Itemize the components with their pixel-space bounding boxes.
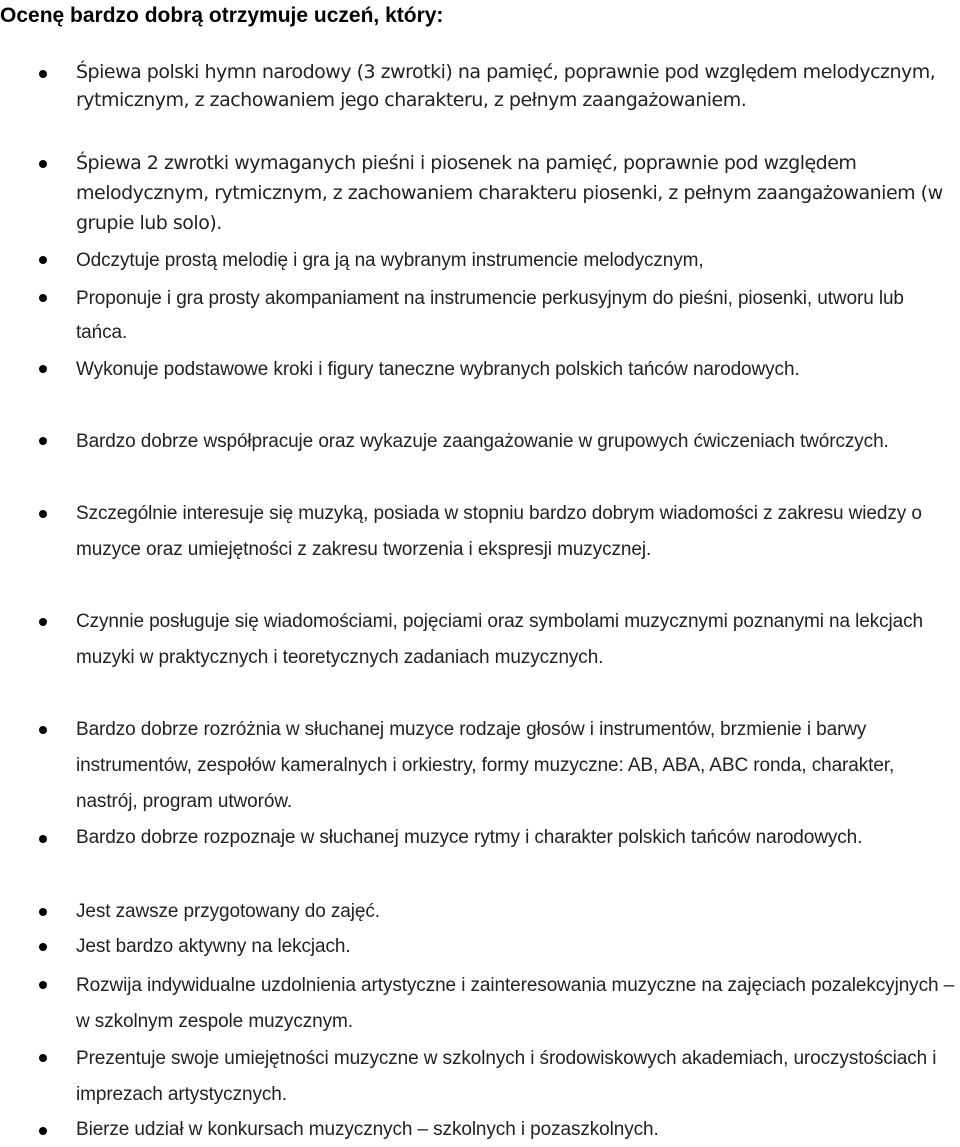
bullet-icon <box>39 908 47 916</box>
bullet-icon <box>39 510 47 518</box>
bullet-icon <box>39 835 47 843</box>
list-item-text: Bardzo dobrze współpracuje oraz wykazuje zaangażowanie w grupowych ćwiczeniach twórczych. <box>76 431 889 452</box>
bullet-icon <box>39 1127 47 1135</box>
list-item-text: Bardzo dobrze rozpoznaje w słuchanej muzyce rytmy i charakter polskich tańców narodowych. <box>76 827 863 848</box>
list-item-text: Szczególnie interesuje się muzyką, posiada w stopniu bardzo dobrym wiadomości z zakresu wiedzy o muzyce oraz umiejętności z zakresu tworzenia i ekspresji muzycznej. <box>76 503 922 560</box>
bullet-icon <box>39 437 47 445</box>
list-item-text: Rozwija indywidualne uzdolnienia artystyczne i zainteresowania muzyczne na zajęciach pozalekcyjnych – w szkolnym zespole muzycznym. <box>76 975 955 1032</box>
document-heading: Ocenę bardzo dobrą otrzymuje uczeń, który: <box>0 4 444 27</box>
list-item-text: Śpiewa 2 zwrotki wymaganych pieśni i piosenek na pamięć, poprawnie pod względem melodycznym, rytmicznym, z zachowaniem charakteru piosenki, z pełnym zaangażowaniem (w grupie lub solo). <box>76 152 943 234</box>
list-item-text: Bierze udział w konkursach muzycznych – szkolnych i pozaszkolnych. <box>76 1119 659 1140</box>
bullet-icon <box>39 618 47 626</box>
list-item-text: Proponuje i gra prosty akompaniament na instrumencie perkusyjnym do pieśni, piosenki, utworu lub tańca. <box>76 288 904 343</box>
list-item-text: Bardzo dobrze rozróżnia w słuchanej muzyce rodzaje głosów i instrumentów, brzmienie i barwy instrumentów, zespołów kameralnych i orkiestry, formy muzyczne: AB, ABA, ABC ronda, charakter, nastrój, program utworów. <box>76 719 895 812</box>
list-item-text: Jest bardzo aktywny na lekcjach. <box>76 936 351 957</box>
bullet-icon <box>39 365 47 373</box>
list-item-text: Jest zawsze przygotowany do zajęć. <box>76 901 380 922</box>
list-item-text: Odczytuje prostą melodię i gra ją na wybranym instrumencie melodycznym, <box>76 250 704 271</box>
bullet-icon <box>39 294 47 302</box>
bullet-icon <box>39 726 47 734</box>
list-item-text: Wykonuje podstawowe kroki i figury taneczne wybranych polskich tańców narodowych. <box>76 359 800 380</box>
bullet-icon <box>39 256 47 264</box>
bullet-icon <box>39 70 47 78</box>
bullet-icon <box>39 1054 47 1062</box>
bullet-icon <box>39 981 47 989</box>
bullet-icon <box>39 943 47 951</box>
list-item-text: Czynnie posługuje się wiadomościami, pojęciami oraz symbolami muzycznymi poznanymi na lekcjach muzyki w praktycznych i teoretycznych zadaniach muzycznych. <box>76 611 924 668</box>
bullet-icon <box>39 160 47 168</box>
list-item-text: Śpiewa polski hymn narodowy (3 zwrotki) na pamięć, poprawnie pod względem melodycznym, rytmicznym, z zachowaniem jego charakteru, z pełnym zaangażowaniem. <box>76 61 936 111</box>
list-item-text: Prezentuje swoje umiejętności muzyczne w szkolnych i środowiskowych akademiach, uroczystościach i imprezach artystycznych. <box>76 1048 937 1105</box>
